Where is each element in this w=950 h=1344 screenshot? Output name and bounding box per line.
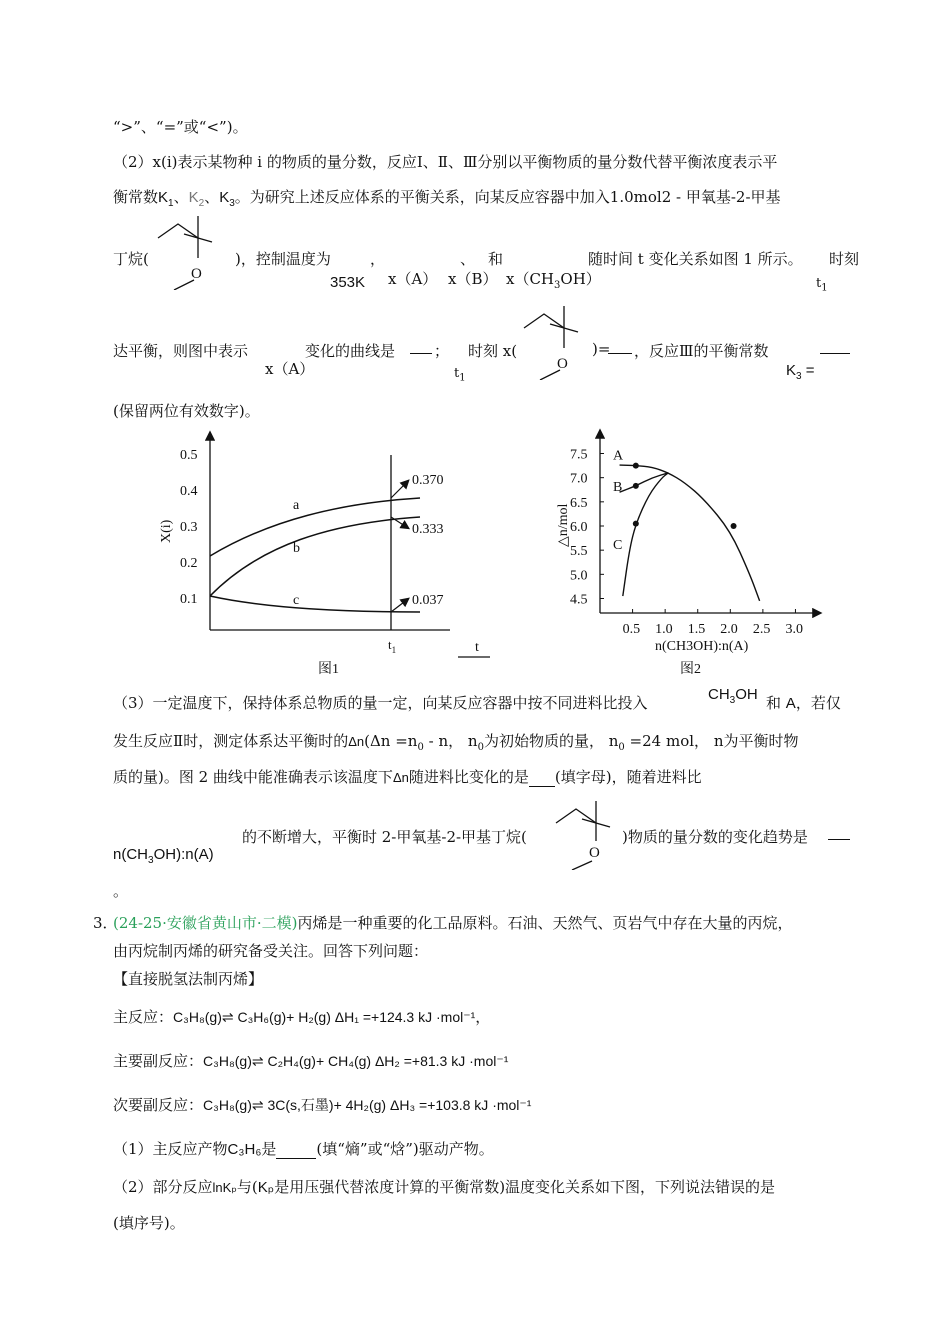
t1-symbol: $t_1$ xyxy=(454,366,466,384)
y-tick-label: 0.5 xyxy=(180,448,198,463)
end-label-a: 0.370 xyxy=(412,473,444,488)
y-tick-label: 6.0 xyxy=(570,520,588,535)
text: 和 A，若仅 xyxy=(766,694,841,712)
text-line: 由丙烷制丙烯的研究备受关注。回答下列问题： xyxy=(113,942,429,960)
curve-label-c: c xyxy=(293,593,300,608)
text: 达平衡，则图中表示 xyxy=(113,342,249,360)
molecule-structure-icon xyxy=(516,300,601,380)
text-line: （3）一定温度下，保持体系总物质的量一定，向某反应容器中按不同进料比投入 xyxy=(113,694,648,712)
svg-text:O: O xyxy=(589,845,600,861)
text-line: 发生反应Ⅱ时，测定体系达平衡时的$\Delta n(\Delta n =n_0 - n$， $n_0$为初始物质的量， $n_0 =24$ mol， n为平衡时物 xyxy=(113,732,799,753)
ch3oh-formula: $CH_3OH$ xyxy=(708,686,758,706)
xb-symbol: x（B） xyxy=(448,270,498,288)
answer-blank[interactable] xyxy=(820,352,850,354)
y-tick-labels xyxy=(180,448,198,607)
series-line-A xyxy=(620,465,760,601)
answer-blank[interactable] xyxy=(828,838,850,840)
x-tick-label: 1.0 xyxy=(655,622,673,637)
svg-text:O: O xyxy=(557,356,568,372)
y-axis-label: X(i) xyxy=(159,519,174,543)
curve-label-b: b xyxy=(293,541,300,556)
y-tick-label: 5.0 xyxy=(570,568,588,584)
equation-line: 主反应：C₃H₈(g)⇌ C₃H₆(g)+ H₂(g) ΔH₁ =+124.3 kJ ·mol⁻¹， xyxy=(113,1008,491,1026)
x-axis-label: t xyxy=(475,640,479,655)
text: )，控制温度为 xyxy=(235,250,331,268)
t1-symbol: $t_1$ xyxy=(816,276,828,294)
figure-2-chart xyxy=(545,425,835,680)
x-tick-label: 2.0 xyxy=(720,622,738,637)
text-line: 衡常数$K_1$、$K_2$、$K_3$。为研究上述反应体系的平衡关系，向某反应容器中加入1.0mol2 - 甲氧基-2-甲基 xyxy=(113,188,781,209)
k2-symbol: $K_2$ xyxy=(188,189,205,209)
curve-c xyxy=(210,596,420,612)
y-tick-label: 7.0 xyxy=(570,471,588,487)
series-line-B xyxy=(620,473,669,492)
end-label-c: 0.037 xyxy=(412,593,444,608)
equation-line: 主要副反应：C₃H₈(g)⇌ C₂H₄(g)+ CH₄(g) ΔH₂ =+81.3 kJ ·mol⁻¹ xyxy=(113,1052,509,1070)
xa-symbol: x（A） xyxy=(388,270,438,288)
x-tick-label: 1.5 xyxy=(687,622,706,637)
text: 变化的曲线是 xyxy=(305,342,396,360)
equation: C₃H₈(g)⇌ 3C(s,石墨)+ 4H₂(g) ΔH₃ =+103.8 kJ ·mol⁻¹ xyxy=(203,1097,532,1113)
temperature-value: 353K xyxy=(330,274,366,291)
text: 、 xyxy=(460,250,476,268)
series-label-B: B xyxy=(613,479,623,495)
text: 的不断增大，平衡时 2-甲氧基-2-甲基丁烷( xyxy=(242,828,527,846)
x-tick-label: 3.0 xyxy=(785,622,803,637)
text-line: 质的量)。图 2 曲线中能准确表示该温度下Δn随进料比变化的是 (填字母)，随着进料比 xyxy=(113,768,702,786)
text-line: （1）主反应产物C₃H₆是 (填“熵”或“焓”)驱动产物。 xyxy=(113,1140,494,1158)
molecule-structure-icon xyxy=(548,795,633,870)
series-line-C xyxy=(623,473,669,596)
figure-caption: 图1 xyxy=(318,662,339,677)
data-point xyxy=(731,523,737,529)
y-tick-label: 0.2 xyxy=(180,556,198,571)
text-line: (24-25·安徽省黄山市·二模)丙烯是一种重要的化工品原料。石油、天然气、页岩气中存在大量的丙烷， xyxy=(113,914,793,932)
answer-blank[interactable] xyxy=(276,1140,316,1159)
data-point xyxy=(633,463,639,469)
answer-blank[interactable] xyxy=(410,352,432,354)
text: )物质的量分数的变化趋势是 xyxy=(622,828,808,846)
text-line: （2）部分反应lnKₚ与(Kₚ是用压强代替浓度计算的平衡常数)温度变化关系如下图，下列说法错误的是 xyxy=(113,1178,776,1196)
x-tick-label: 0.5 xyxy=(622,622,641,637)
series-label-C: C xyxy=(613,537,623,553)
figure-1 xyxy=(150,425,490,680)
text: 丁烷( xyxy=(113,250,149,268)
y-axis-label: △n/mol xyxy=(556,503,571,547)
equation-line: 次要副反应：C₃H₈(g)⇌ 3C(s,石墨)+ 4H₂(g) ΔH₃ =+103.8 kJ ·mol⁻¹ xyxy=(113,1096,532,1114)
molecule-structure-icon xyxy=(150,210,235,290)
y-tick-label: 0.4 xyxy=(180,484,198,499)
xch3oh-symbol: $x(CH_3OH)$ xyxy=(506,270,601,291)
y-tick-label: 4.5 xyxy=(570,592,588,608)
end-label-b: 0.333 xyxy=(412,522,444,537)
data-point xyxy=(633,483,639,489)
text: 衡常数 xyxy=(113,188,159,206)
y-tick-label: 6.5 xyxy=(570,495,588,511)
curve-a xyxy=(210,498,420,556)
k3-symbol: $K_3$ = xyxy=(786,362,815,382)
text-line: (填序号)。 xyxy=(113,1214,185,1232)
answer-blank[interactable] xyxy=(529,768,555,787)
curve-b xyxy=(210,517,420,596)
text-line: （2）x(i)表示某物种 i 的物质的量分数，反应Ⅰ、Ⅱ、Ⅲ分别以平衡物质的量分数代替平衡浓度表示平 xyxy=(113,153,778,171)
y-tick-label: 0.3 xyxy=(180,520,198,535)
text: )= xyxy=(592,340,611,358)
y-tick-label: 7.5 xyxy=(570,447,588,463)
xa-symbol: x（A） xyxy=(265,360,315,378)
question-number: 3． xyxy=(93,914,118,932)
curve-label-a: a xyxy=(293,498,300,513)
y-tick-label: 0.1 xyxy=(180,592,198,607)
source-link[interactable]: (24-25·安徽省黄山市·二模) xyxy=(113,914,298,932)
k3-symbol: $K_3$ xyxy=(219,189,235,209)
k1-symbol: $K_1$ xyxy=(158,189,174,209)
text: ，反应Ⅲ的平衡常数 xyxy=(634,342,769,360)
t1-tick-label: $t_1$ xyxy=(388,637,397,655)
text: 时刻 x( xyxy=(468,342,518,360)
y-tick-label: 5.5 xyxy=(570,544,588,560)
x-axis-label: n(CH3OH):n(A) xyxy=(655,639,749,654)
text: ， xyxy=(370,250,386,268)
equation: C₃H₈(g)⇌ C₃H₆(g)+ H₂(g) ΔH₁ =+124.3 kJ ·mol⁻¹ xyxy=(173,1009,476,1025)
series-label-A: A xyxy=(613,448,624,464)
text-line: “>”、“=”或“<”)。 xyxy=(113,118,248,136)
data-point xyxy=(633,521,639,527)
text: 。 xyxy=(113,882,129,900)
answer-blank[interactable] xyxy=(608,352,632,354)
svg-text:O: O xyxy=(191,266,202,282)
x-tick-label: 2.5 xyxy=(752,622,771,637)
text: 和 xyxy=(488,250,504,268)
ratio-formula: $n(CH_3OH):n(A)$ xyxy=(113,846,214,866)
chart-title: 图2 xyxy=(680,662,701,677)
text: ； xyxy=(434,342,450,360)
section-heading: 【直接脱氢法制丙烯】 xyxy=(113,970,264,988)
equation: C₃H₈(g)⇌ C₂H₄(g)+ CH₄(g) ΔH₂ =+81.3 kJ ·mol⁻¹ xyxy=(203,1053,509,1069)
text: 随时间 t 变化关系如图 1 所示。 xyxy=(588,250,803,268)
text-line: (保留两位有效数字)。 xyxy=(113,402,260,420)
text: 时刻 xyxy=(829,250,860,268)
